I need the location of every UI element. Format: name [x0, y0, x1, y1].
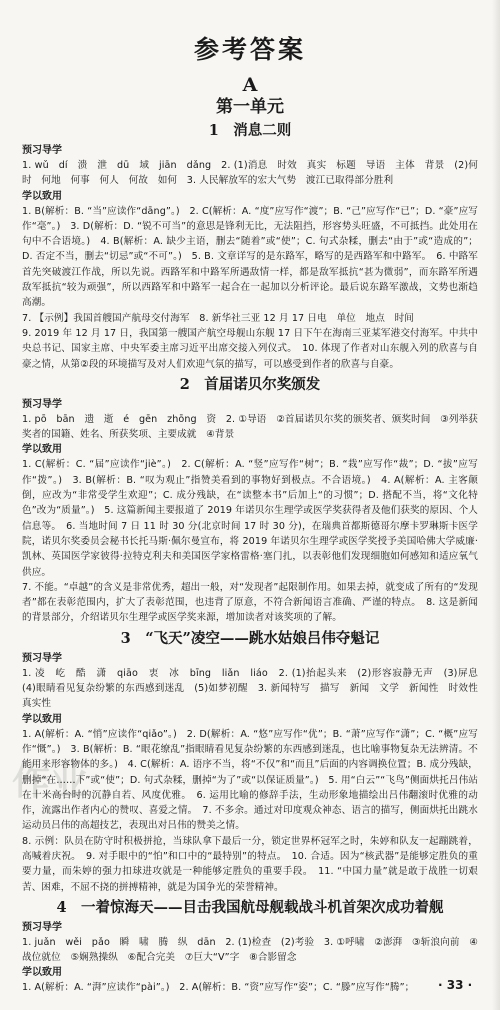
answer-paragraph: 9. 2019 年 12 月 17 日，我国第一艘国产航空母舰山东舰 17 日下午在海南三亚某军港交付海军。中共中央总书记、国家主席、中央军委主席习近平出席交接入列仪式。 10. 体现了作者对山东舰入列的欣喜与自豪之情，从第②段的环境描写及对人们欢迎气氛的描写，可以感受到作者的欣喜与自豪。 — [22, 327, 478, 370]
section-heading: 预习导学 — [22, 398, 62, 410]
lesson-title: 1 消息二则 — [208, 122, 292, 139]
answer-paragraph: 1. 凌 屹 酷 潇 qiāo 衷 冰 bīng liǎn liáo 2. (1)抬起头来 (2)形容寂静无声 (3)屏息 (4)眼睛看见复杂纷繁的东西感到迷乱 (5)如梦初醒 3. 新闻特写 描写 新闻 文学 新闻性 时效性 真实性 — [22, 667, 488, 710]
answer-paragraph: 1. A(解析：A. “湃”应读作“pài”。) 2. A(解析：B. “资”应写作“姿”；C. “滕”应写作“腾”； — [22, 982, 415, 994]
lesson-title: 2 首届诺贝尔奖颁发 — [179, 375, 321, 393]
answer-paragraph: 1. A(解析：A. “悄”应读作“qiǎo”。) 2. D(解析：A. “悠”应写作“优”；B. “萧”应写作“潇”；C. “概”应写作“慨”。) 3. B(解析：B. “眼花缭乱”指眼睛看见复杂纷繁的东西感到迷乱，也比喻事物复杂无法辨清。不能用来形容物体的多。) 4. C(解析：A. 语序不当，将“不仅”和“而且”后面的内容调换位置；B. 成分残缺，删掉“在……下”或“使”；D. 句式杂糅，删掉“为了”或“以保证质量”。) 5. 用“白云”“飞鸟”侧面烘托吕伟站在十米高台时的沉静自若、风度优雅。 6. 运用比喻的修辞手法，生动形象地描绘出吕伟翻滚时优雅的动作，流露出作者内心的赞叹、喜爱之情。 7. 不多余。通过对印度观众神态、语言的描写，侧面烘托出跳水运动员吕伟的高超技艺，表现出对吕伟的赞美之情。 — [22, 728, 478, 832]
answer-paragraph: 8. 示例：队员在防守时积极拼抢，当球队拿下最后一分，锁定世界杯冠军之时，朱婷和队友一起蹦跳着，高喊着庆祝。 9. 对手眼中的“怕”和口中的“最特别”的特点。 10. 合适。因为“核武器”是能够定胜负的重要力量，而朱婷的强力扣球进攻就是一种能够定胜负的重要手段。 11. “中国力量”就是敢于战胜一切艰苦、困难，不屈不挠的拼搏精神，就是为国争光的荣誉精神。 — [22, 835, 478, 893]
answer-paragraph: 1. wǔ dí 溃 泄 dū 域 jiān dǎng 2. (1)消息 时效 真实 标题 导语 主体 背景 (2)何时 何地 何事 何人 何故 如何 3. 人民解放军的宏大气势 渡江已取得部分胜利 — [22, 160, 478, 187]
answer-paragraph: 1. C(解析：C. “届”应读作“jiè”。) 2. C(解析：A. “竖”应写作“树”；B. “栽”应写作“裁”；D. “拔”应写作“拨”。) 3. B(解析：B. “叹为观止”指赞美看到的事物好到极点。不合语境。) 4. A(解析：A. 主客颠倒，应改为“非常受学生欢迎”；C. 成分残缺，在“读整本书”后加上“的习惯”；D. 搭配不当，将“文化特色”改为“质量”。) 5. 这篇新闻主要报道了 2019 年诺贝尔生理学或医学奖获得者及他们获奖的原因、个人信息等。 6. 当地时间 7 日 11 时 30 分(北京时间 17 时 30 分)，在瑞典首都斯德哥尔摩卡罗琳斯卡医学院，诺贝尔奖委员会秘书长托马斯·佩尔曼宣布，将 2019 年诺贝尔生理学或医学奖授予美国哈佛大学威廉·凯林、英国医学家彼得·拉特克利夫和美国医学家格雷格·塞门扎，以表彰他们发现细胞如何感知和适应氧气供应。 — [22, 459, 478, 578]
answer-paragraph: 1. juǎn wěi pǎo 瞬 啸 腾 纵 dān 2. (1)检查 (2)考验 3. ①呼啸 ②澎湃 ③斩浪向前 ④战位就位 ⑤娴熟操纵 ⑥配合完美 ⑦巨大“V”字 ⑧合影留念 — [22, 936, 478, 964]
unit-name: 第一单元 — [216, 97, 284, 117]
section-heading: 学以致用 — [22, 967, 62, 979]
section-heading: 预习导学 — [22, 145, 62, 156]
section-heading: 学以致用 — [22, 444, 62, 456]
lesson-title: 3 “飞天”凌空——跳水姑娘吕伟夺魁记 — [120, 629, 380, 647]
section-heading: 预习导学 — [22, 921, 62, 933]
lesson-title: 4 一着惊海天——目击我国航母舰载战斗机首架次成功着舰 — [56, 898, 444, 916]
unit-letter: A — [242, 74, 258, 96]
page-number: · 33 · — [438, 978, 473, 992]
answer-paragraph: 1. B(解析：B. “当”应读作“dāng”。) 2. C(解析：A. “度”应写作“渡”；B. “己”应写作“已”；D. “豪”应写作“毫”。) 3. D(解析：D. “锐不可当”的意思是锋利无比，无法阻挡，形容势头旺盛，不可抵挡。此处用在句中不合语境。) 4. B(解析：A. 缺少主语，删去“随着”或“使”；C. 句式杂糅，删去“由于”或“造成的”；D. 否定不当，删去“切忌”或“不可”。) 5. B. 文章详写的是东路军，略写的是西路军和中路军。 6. 中路军首先突破渡江作战，所以先说。西路军和中路军所遇敌情一样，都是敌军抵抗“甚为微弱”，而东路军所遇敌军抵抗“较为顽强”，所以西路军和中路军一起合在一起加以分析评论。最后说东路军激战，文势也渐趋高潮。 — [22, 205, 478, 309]
answer-paragraph: 7. 不能。“卓越”的含义是非常优秀，超出一般，对“发现者”起限制作用。如果去掉，就变成了所有的“发现者”都在表彰范围内，扩大了表彰范围，也违背了原意，不符合新闻语言准确、严谨的特点。 8. 这是新闻的背景部分，介绍诺贝尔生理学或医学奖来源，增加读者对该奖项的了解。 — [22, 581, 478, 624]
answer-paragraph: 7. 【示例】我国首艘国产航母交付海军 8. 新华社三亚 12 月 17 日电 单位 地点 时间 — [22, 312, 415, 324]
page-edge — [492, 0, 500, 1010]
watermark: 作业 — [12, 758, 89, 803]
section-heading: 预习导学 — [22, 652, 62, 664]
section-heading: 学以致用 — [22, 713, 62, 725]
section-heading: 学以致用 — [22, 190, 62, 202]
page-title: 参考答案 — [193, 35, 306, 64]
answer-paragraph: 1. pō bān 遗 逝 é gēn zhōng 资 2. ①导语 ②首届诺贝尔奖的颁奖者、颁奖时间 ③列举获奖者的国籍、姓名、所获奖项、主要成就 ④背景 — [22, 413, 478, 441]
